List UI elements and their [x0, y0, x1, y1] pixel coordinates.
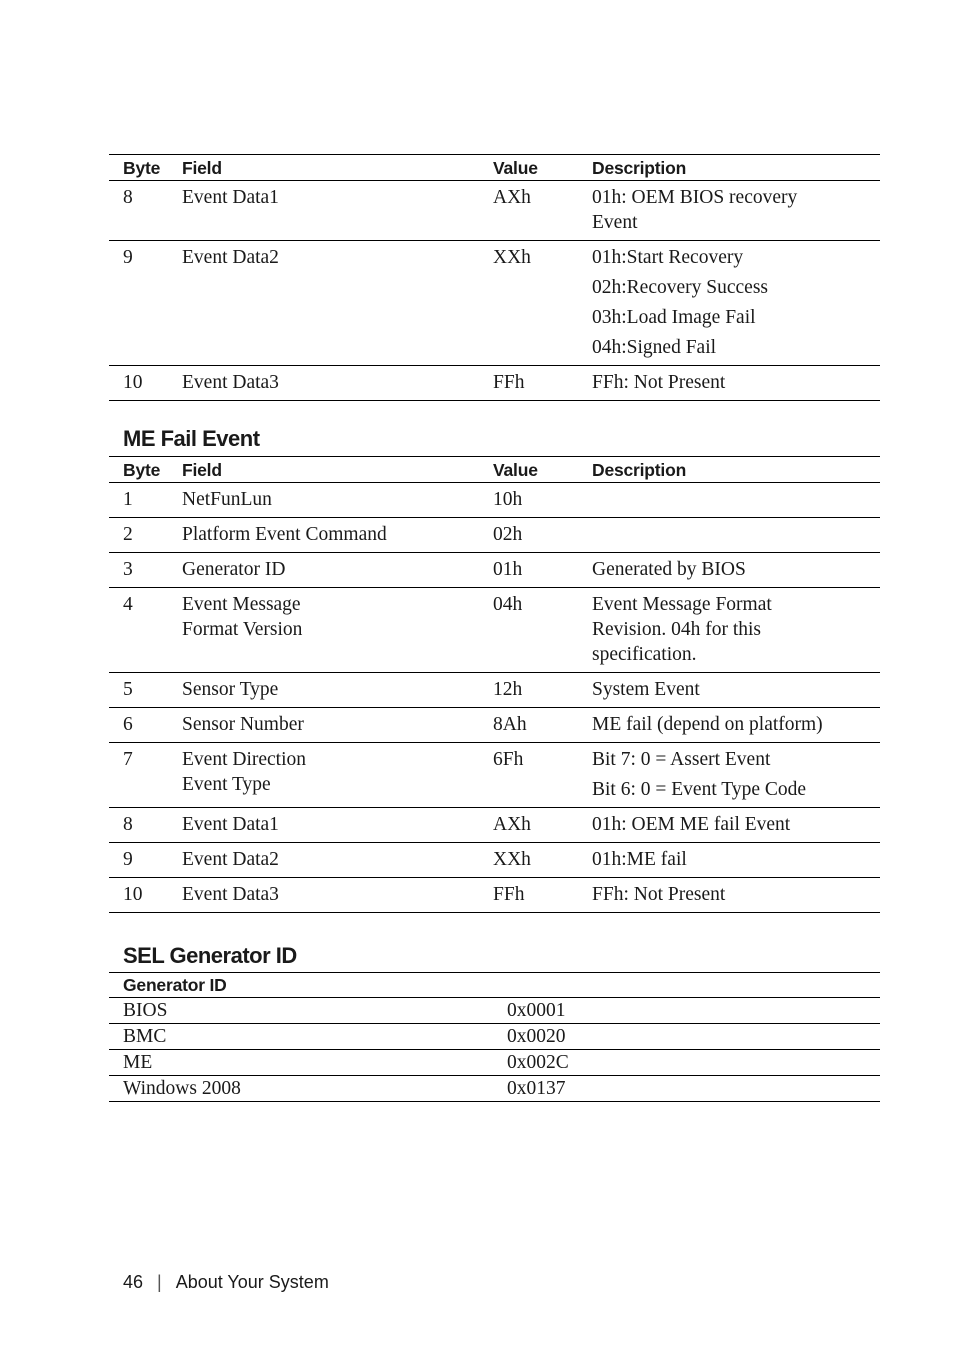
description-cell-line: FFh: Not Present: [592, 372, 726, 393]
footer-separator: |: [157, 1272, 162, 1292]
generator-name-cell: Windows 2008: [109, 1076, 507, 1102]
value-cell: FFh: [493, 366, 592, 401]
header-field: Field: [182, 457, 493, 483]
recovery-event-table: [109, 154, 880, 401]
field-cell: [182, 743, 493, 808]
table-row: [109, 366, 880, 401]
value-cell: XXh: [493, 843, 592, 878]
table-row: [109, 588, 880, 673]
byte-cell: 5: [109, 673, 182, 708]
field-cell-line: Event Data2: [182, 849, 279, 870]
description-cell-line: 01h: OEM ME fail Event: [592, 814, 791, 835]
sel-generator-id-table: [109, 972, 880, 1102]
value-cell: 02h: [493, 518, 592, 553]
value-cell: AXh: [493, 808, 592, 843]
header-description: Description: [592, 457, 880, 483]
byte-cell: 1: [109, 483, 182, 518]
field-cell-line: Event Data1: [182, 814, 279, 835]
table-row: [109, 241, 880, 366]
header-description: Description: [592, 155, 880, 181]
generator-id-cell: 0x0020: [507, 1024, 880, 1050]
me-fail-event-table: [109, 456, 880, 913]
byte-cell: 2: [109, 518, 182, 553]
description-cell: [592, 808, 880, 843]
value-cell: 6Fh: [493, 743, 592, 808]
field-cell-line: NetFunLun: [182, 489, 272, 510]
field-cell-line: Format Version: [182, 619, 303, 640]
byte-cell: 3: [109, 553, 182, 588]
header-value: Value: [493, 457, 592, 483]
description-cell: [592, 366, 880, 401]
field-cell-line: Event Data3: [182, 372, 279, 393]
table-row: [109, 1024, 880, 1050]
header-generator-id: Generator ID: [109, 973, 880, 998]
section-title-me-fail-event: ME Fail Event: [123, 426, 260, 451]
value-cell: 12h: [493, 673, 592, 708]
description-cell: [592, 553, 880, 588]
byte-cell: 8: [109, 181, 182, 241]
generator-id-cell: 0x0137: [507, 1076, 880, 1102]
value-cell: 04h: [493, 588, 592, 673]
description-cell-line: Generated by BIOS: [592, 559, 746, 580]
description-cell: [592, 708, 880, 743]
field-cell-line: Event Message: [182, 594, 301, 615]
description-cell-line: 03h:Load Image Fail: [592, 307, 756, 328]
generator-id-cell: 0x002C: [507, 1050, 880, 1076]
header-value: Value: [493, 155, 592, 181]
generator-name-cell: ME: [109, 1050, 507, 1076]
byte-cell: 4: [109, 588, 182, 673]
description-cell-line: Event: [592, 212, 638, 233]
table-row: [109, 1050, 880, 1076]
table-row: [109, 998, 880, 1024]
description-cell: [592, 878, 880, 913]
table-row: [109, 743, 880, 808]
header-byte: Byte: [109, 457, 182, 483]
description-cell-line: ME fail (depend on platform): [592, 714, 823, 735]
field-cell: [182, 366, 493, 401]
field-cell-line: Event Type: [182, 774, 271, 795]
value-cell: XXh: [493, 241, 592, 366]
field-cell: [182, 673, 493, 708]
value-cell: 10h: [493, 483, 592, 518]
table-row: [109, 843, 880, 878]
description-cell-line: 02h:Recovery Success: [592, 277, 768, 298]
field-cell-line: Sensor Type: [182, 679, 279, 700]
field-cell: [182, 878, 493, 913]
field-cell-line: Event Data3: [182, 884, 279, 905]
value-cell: 01h: [493, 553, 592, 588]
byte-cell: 6: [109, 708, 182, 743]
table-row: [109, 483, 880, 518]
field-cell: [182, 553, 493, 588]
table-header-row: [109, 973, 880, 998]
table-row: [109, 808, 880, 843]
table-header-row: [109, 155, 880, 181]
description-cell-line: 01h: OEM BIOS recovery: [592, 187, 798, 208]
field-cell-line: Generator ID: [182, 559, 286, 580]
byte-cell: 7: [109, 743, 182, 808]
byte-cell: 10: [109, 366, 182, 401]
description-cell: [592, 181, 880, 241]
value-cell: FFh: [493, 878, 592, 913]
description-cell: [592, 483, 880, 518]
description-cell-line: Bit 6: 0 = Event Type Code: [592, 779, 807, 800]
field-cell: [182, 588, 493, 673]
description-cell-line: Bit 7: 0 = Assert Event: [592, 749, 771, 770]
byte-cell: 8: [109, 808, 182, 843]
description-cell: [592, 673, 880, 708]
description-cell-line: Revision. 04h for this: [592, 619, 761, 640]
description-cell: [592, 588, 880, 673]
table-row: [109, 878, 880, 913]
table-row: [109, 1076, 880, 1102]
description-cell-line: 04h:Signed Fail: [592, 337, 717, 358]
value-cell: 8Ah: [493, 708, 592, 743]
header-byte: Byte: [109, 155, 182, 181]
description-cell-line: specification.: [592, 644, 697, 665]
byte-cell: 9: [109, 241, 182, 366]
field-cell: [182, 181, 493, 241]
field-cell-line: Event Data1: [182, 187, 279, 208]
table-row: [109, 708, 880, 743]
field-cell-line: Event Data2: [182, 247, 279, 268]
description-cell-line: 01h:Start Recovery: [592, 247, 744, 268]
table-row: [109, 673, 880, 708]
value-cell: AXh: [493, 181, 592, 241]
table-header-row: [109, 457, 880, 483]
description-cell-line: FFh: Not Present: [592, 884, 726, 905]
table-row: [109, 553, 880, 588]
table-row: [109, 181, 880, 241]
description-cell-line: 01h:ME fail: [592, 849, 687, 870]
description-cell: [592, 743, 880, 808]
page-footer: [123, 1272, 329, 1293]
field-cell: [182, 241, 493, 366]
footer-section-title: About Your System: [175, 1272, 329, 1292]
field-cell-line: Event Direction: [182, 749, 306, 770]
page-number: 46: [123, 1272, 144, 1292]
section-title-sel-generator-id: SEL Generator ID: [123, 943, 297, 968]
field-cell: [182, 518, 493, 553]
field-cell: [182, 843, 493, 878]
description-cell: [592, 518, 880, 553]
generator-name-cell: BIOS: [109, 998, 507, 1024]
byte-cell: 10: [109, 878, 182, 913]
description-cell: [592, 843, 880, 878]
header-field: Field: [182, 155, 493, 181]
description-cell-line: Event Message Format: [592, 594, 772, 615]
description-cell: [592, 241, 880, 366]
field-cell: [182, 708, 493, 743]
field-cell: [182, 808, 493, 843]
generator-id-cell: 0x0001: [507, 998, 880, 1024]
table-row: [109, 518, 880, 553]
description-cell-line: System Event: [592, 679, 700, 700]
byte-cell: 9: [109, 843, 182, 878]
field-cell: [182, 483, 493, 518]
field-cell-line: Platform Event Command: [182, 524, 387, 545]
generator-name-cell: BMC: [109, 1024, 507, 1050]
field-cell-line: Sensor Number: [182, 714, 304, 735]
